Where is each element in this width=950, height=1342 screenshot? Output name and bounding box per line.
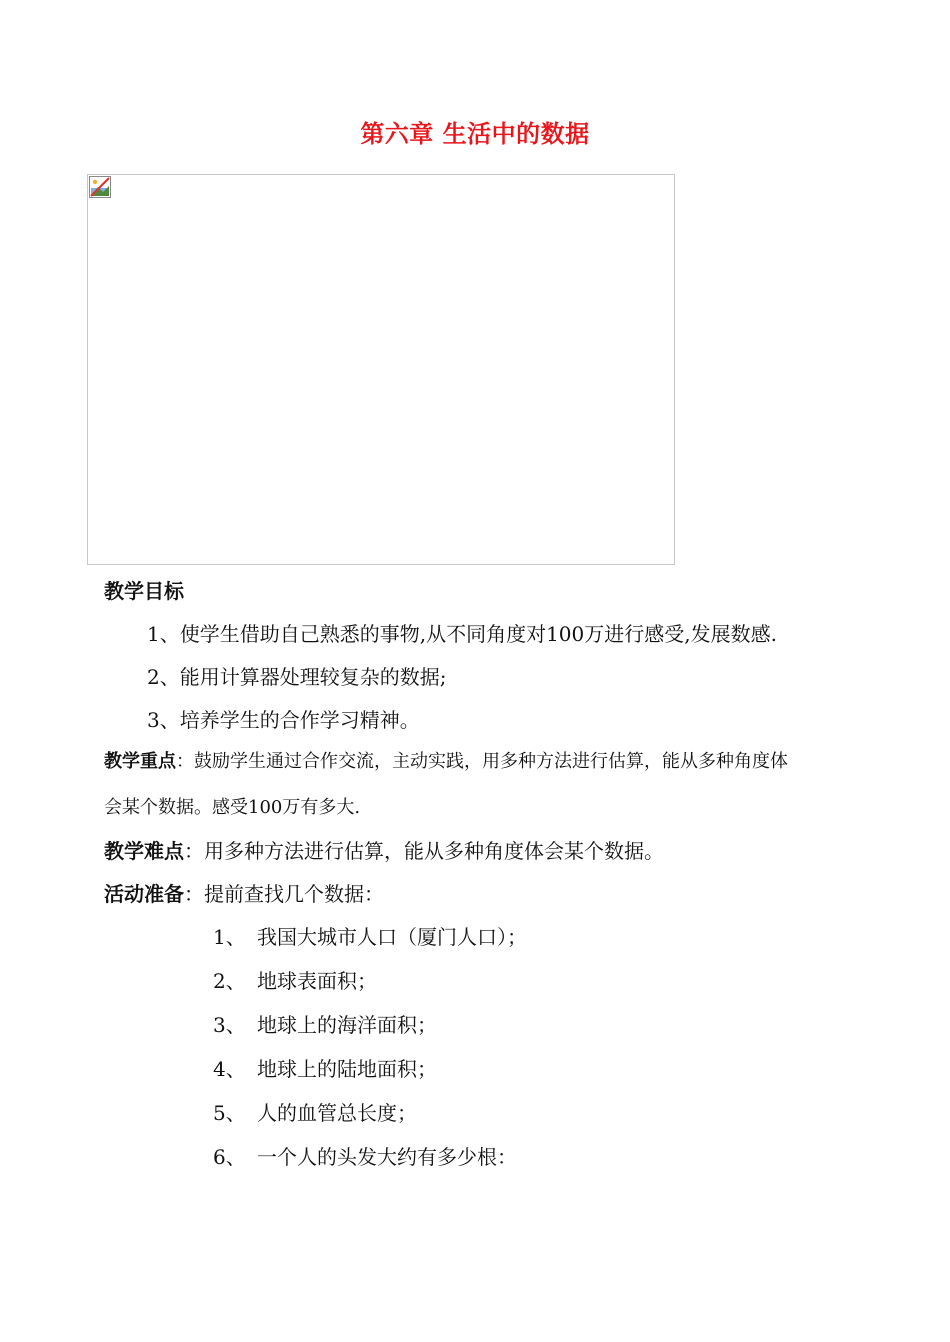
list-item-text: 地球上的陆地面积；: [257, 1057, 437, 1081]
list-item-text: 地球表面积；: [257, 969, 377, 993]
goals-heading: 教学目标: [104, 579, 184, 603]
goal-item-1: 1、使学生借助自己熟悉的事物,从不同角度对100万进行感受,发展数感.: [147, 622, 777, 646]
key-points-text-1: ：鼓励学生通过合作交流，主动实践，用多种方法进行估算，能从多种角度体: [176, 751, 788, 772]
preparation-text: ：提前查找几个数据：: [184, 882, 384, 906]
difficulties-line: [104, 835, 664, 864]
goal-item-3: 3、培养学生的合作学习精神。: [147, 708, 420, 732]
difficulties-label: 教学难点: [104, 839, 184, 863]
list-item: [213, 1009, 437, 1038]
list-item: [213, 921, 527, 950]
list-item: [213, 1097, 417, 1126]
list-item: [213, 1141, 517, 1170]
key-points-line-1: [104, 747, 788, 773]
preparation-label: 活动准备: [104, 882, 184, 906]
list-item-number: 1、: [213, 925, 246, 949]
list-item-number: 4、: [213, 1057, 246, 1081]
list-item-number: 3、: [213, 1013, 246, 1037]
list-item-text: 一个人的头发大约有多少根：: [257, 1145, 517, 1169]
page-title: 第六章 生活中的数据: [360, 119, 590, 148]
key-points-label: 教学重点: [104, 751, 176, 772]
list-item: [213, 1053, 437, 1082]
difficulties-text: ：用多种方法进行估算，能从多种角度体会某个数据。: [184, 839, 664, 863]
list-item: [213, 965, 377, 994]
list-item-number: 5、: [213, 1101, 246, 1125]
image-placeholder: [87, 174, 675, 565]
list-item-number: 6、: [213, 1145, 246, 1169]
list-item-text: 地球上的海洋面积；: [257, 1013, 437, 1037]
goal-item-2: 2、能用计算器处理较复杂的数据;: [147, 665, 447, 689]
broken-image-icon: [88, 175, 112, 199]
preparation-line: [104, 878, 384, 907]
list-item-text: 我国大城市人口（厦门人口）；: [257, 925, 527, 949]
list-item-text: 人的血管总长度；: [257, 1101, 417, 1125]
key-points-text-2: 会某个数据。感受100万有多大.: [104, 797, 361, 818]
list-item-number: 2、: [213, 969, 246, 993]
